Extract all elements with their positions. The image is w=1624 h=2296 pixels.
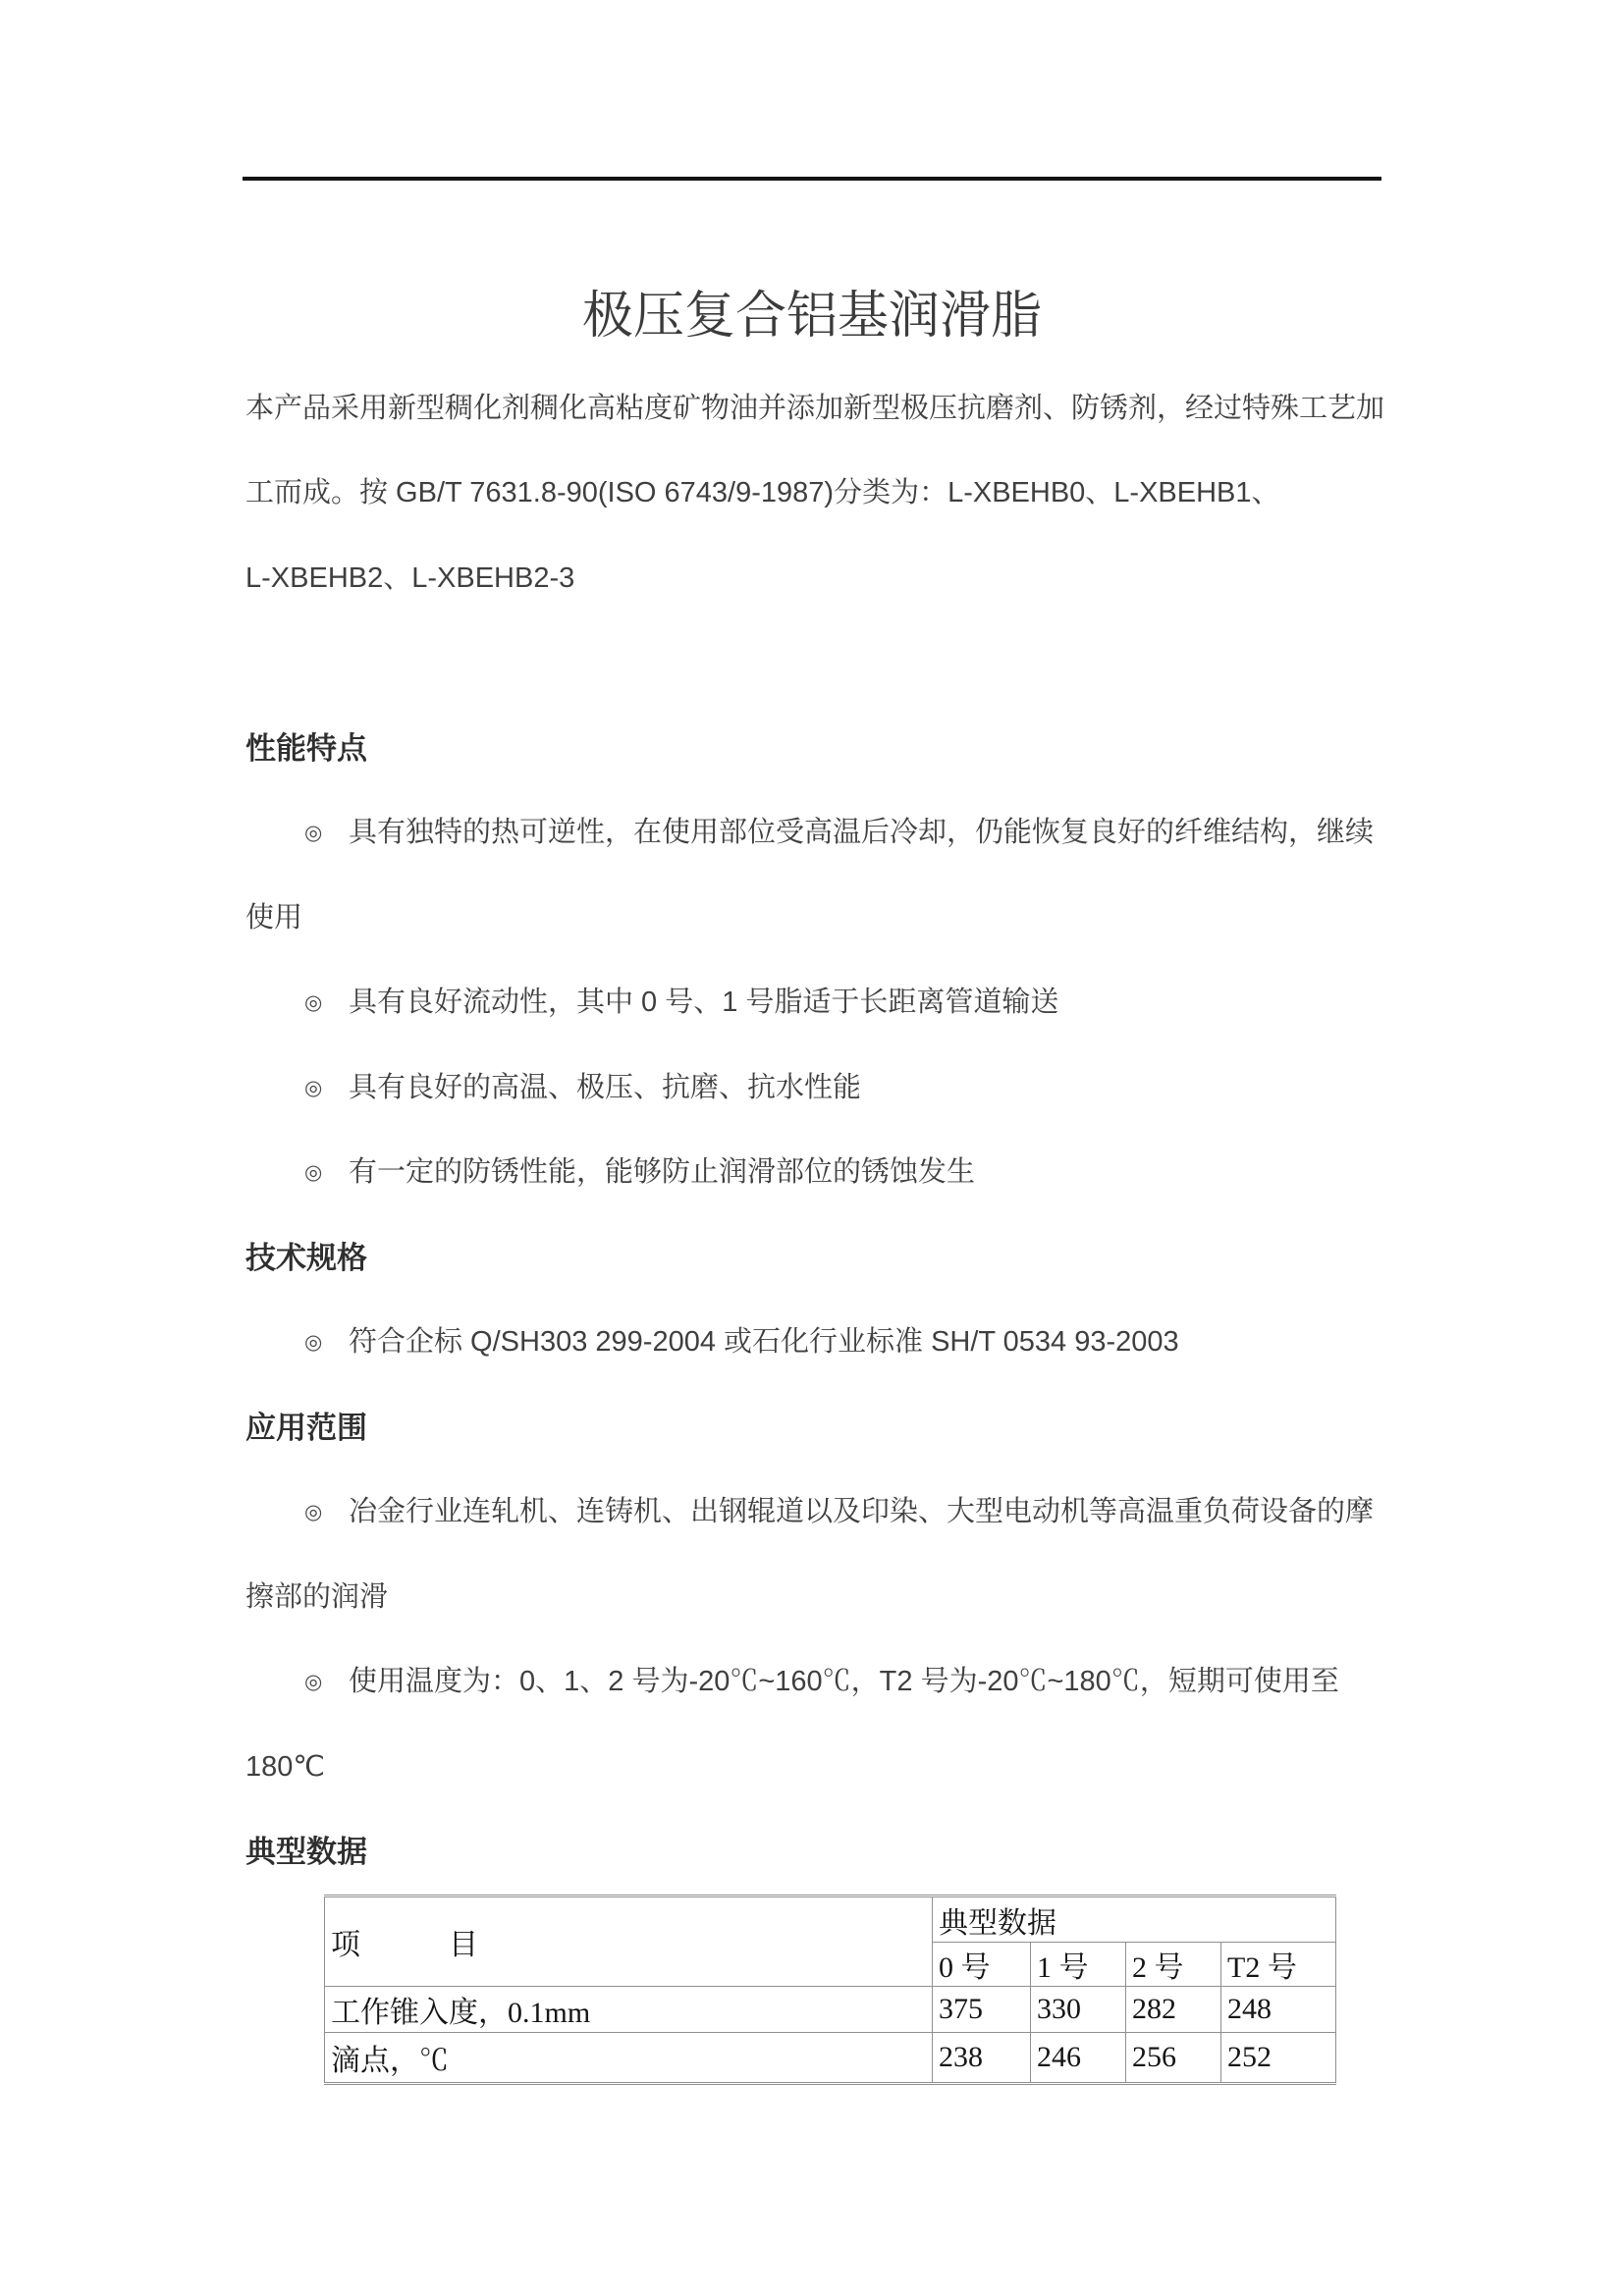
header-divider-line [243, 177, 1381, 181]
table-header-grade: 1 号 [1031, 1943, 1126, 1987]
section-heading-applications: 应用范围 [245, 1411, 367, 1445]
list-item [304, 1070, 861, 1105]
list-item-text: 具有独特的热可逆性，在使用部位受高温后冷却，仍能恢复良好的纤维结构，继续 [349, 817, 1375, 848]
table-cell: 282 [1126, 1987, 1221, 2033]
table-cell: 238 [933, 2033, 1031, 2084]
table-header-group: 典型数据 [933, 1896, 1336, 1943]
bullet-icon: ◎ [304, 991, 323, 1014]
list-item-continuation: 使用 [245, 902, 303, 934]
table-cell: 248 [1221, 1987, 1336, 2033]
list-item [304, 815, 1374, 850]
intro-line: 工而成。按 GB/T 7631.8-90(ISO 6743/9-1987)分类为：L-XBEHB0、L-XBEHB1、 [245, 477, 1280, 508]
bullet-icon: ◎ [304, 1077, 323, 1099]
intro-line: 本产品采用新型稠化剂稠化高粘度矿物油并添加新型极压抗磨剂、防锈剂，经过特殊工艺加 [245, 393, 1385, 424]
list-item-text: 冶金行业连轧机、连铸机、出钢辊道以及印染、大型电动机等高温重负荷设备的摩 [349, 1496, 1375, 1527]
list-item-continuation: 180℃ [245, 1751, 325, 1783]
intro-line: L-XBEHB2、L-XBEHB2-3 [245, 562, 575, 594]
list-item-text: 使用温度为：0、1、2 号为-20℃~160℃，T2 号为-20℃~180℃，短期可使用至 [349, 1666, 1339, 1697]
table-cell: 375 [933, 1987, 1031, 2033]
bullet-icon: ◎ [304, 1161, 323, 1184]
bullet-icon: ◎ [304, 1671, 323, 1693]
bullet-icon: ◎ [304, 1331, 323, 1354]
list-item-text: 有一定的防锈性能，能够防止润滑部位的锈蚀发生 [349, 1156, 976, 1188]
list-item-text: 具有良好的高温、极压、抗磨、抗水性能 [349, 1072, 862, 1103]
section-heading-specs: 技术规格 [245, 1241, 367, 1275]
list-item-continuation: 擦部的润滑 [245, 1581, 389, 1613]
section-heading-typical-data: 典型数据 [245, 1835, 367, 1869]
table-row-label: 工作锥入度，0.1mm [325, 1987, 933, 2033]
table-cell: 330 [1031, 1987, 1126, 2033]
list-item [304, 1324, 1179, 1360]
list-item [304, 1154, 975, 1190]
table-header-grade: T2 号 [1221, 1943, 1336, 1987]
section-heading-performance: 性能特点 [245, 731, 367, 766]
table-row-label: 滴点，℃ [325, 2033, 933, 2084]
list-item [304, 1494, 1374, 1529]
bullet-icon: ◎ [304, 1501, 323, 1523]
table-cell: 256 [1126, 2033, 1221, 2084]
list-item-text: 符合企标 Q/SH303 299-2004 或石化行业标准 SH/T 0534 93-2003 [349, 1326, 1179, 1358]
list-item-text: 具有良好流动性，其中 0 号、1 号脂适于长距离管道输送 [349, 987, 1059, 1018]
table-header-grade: 0 号 [933, 1943, 1031, 1987]
list-item [304, 985, 1058, 1020]
table-cell: 252 [1221, 2033, 1336, 2084]
typical-data-table [324, 1895, 1336, 2085]
table-row [325, 2033, 1336, 2084]
table-header-item: 项 目 [325, 1896, 933, 1987]
bullet-icon: ◎ [304, 822, 323, 844]
table-cell: 246 [1031, 2033, 1126, 2084]
table-row [325, 1987, 1336, 2033]
table-header-grade: 2 号 [1126, 1943, 1221, 1987]
page-title: 极压复合铝基润滑脂 [581, 288, 1042, 345]
list-item [304, 1664, 1339, 1699]
